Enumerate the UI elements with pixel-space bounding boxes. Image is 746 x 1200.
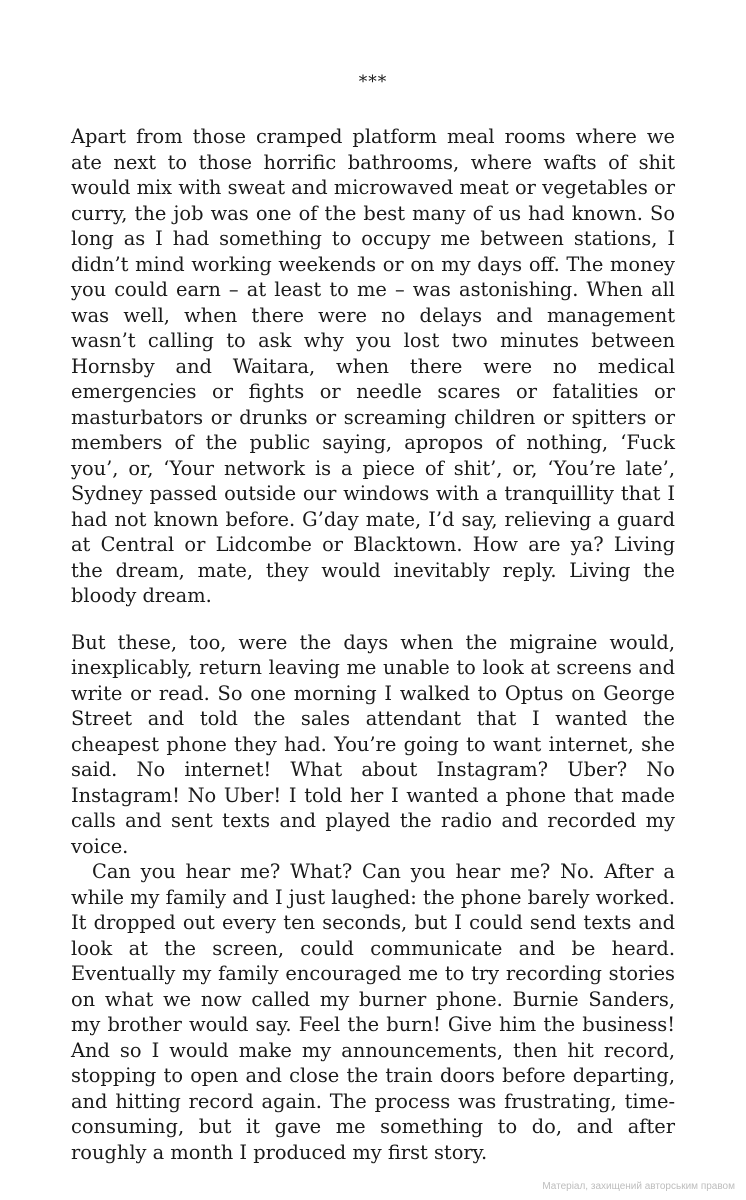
body-text [71, 124, 675, 1165]
paragraph-1: Apart from those cramped platform meal rooms where we ate next to those horrific bathrooms, where wafts of shit would mix with sweat and microwaved meat or vegetables or curry, the job was one of the best many of us had known. So long as I had something to occupy me between stations, I didn’t mind working weekends or on my days off. The money you could earn – at least to me – was astonishing. When all was well, when there were no delays and management wasn’t calling to ask why you lost two minutes between Hornsby and Waitara, when there were no medical emergencies or fights or needle scares or fatalities or masturbators or drunks or screaming children or spitters or members of the public saying, apropos of nothing, ‘Fuck you’, or, ‘Your network is a piece of shit’, or, ‘You’re late’, Sydney passed outside our windows with a tranquillity that I had not known before. G’day mate, I’d say, relieving a guard at Central or Lidcombe or Blacktown. How are ya? Living the dream, mate, they would inevitably reply. Living the bloody dream. [71, 125, 675, 607]
section-break: *** [358, 72, 388, 92]
copyright-watermark: Матеріал, захищений авторським правом [542, 1181, 735, 1192]
paragraph-2: But these, too, were the days when the migraine would, inexplicably, return leaving me unable to look at screens and write or read. So one morning I walked to Optus on George Street and told the sales attendant that I wanted the cheapest phone they had. You’re going to want internet, she said. No internet! What about Instagram? Uber? No Instagram! No Uber! I told her I wanted a phone that made calls and sent texts and played the radio and recorded my voice. [71, 630, 675, 858]
paragraph-3: Can you hear me? What? Can you hear me? No. After a while my family and I just laughed: the phone barely worked. It dropped out every ten seconds, but I could send texts and look at the screen, could communicate and be heard. Eventually my family encouraged me to try recording stories on what we now called my burner phone. Burnie Sanders, my brother would say. Feel the burn! Give him the business! And so I would make my announcements, then hit record, stopping to open and close the train doors before departing, and hitting record again. The process was frustrating, time-consuming, but it gave me something to do, and after roughly a month I produced my first story. [71, 860, 675, 1164]
